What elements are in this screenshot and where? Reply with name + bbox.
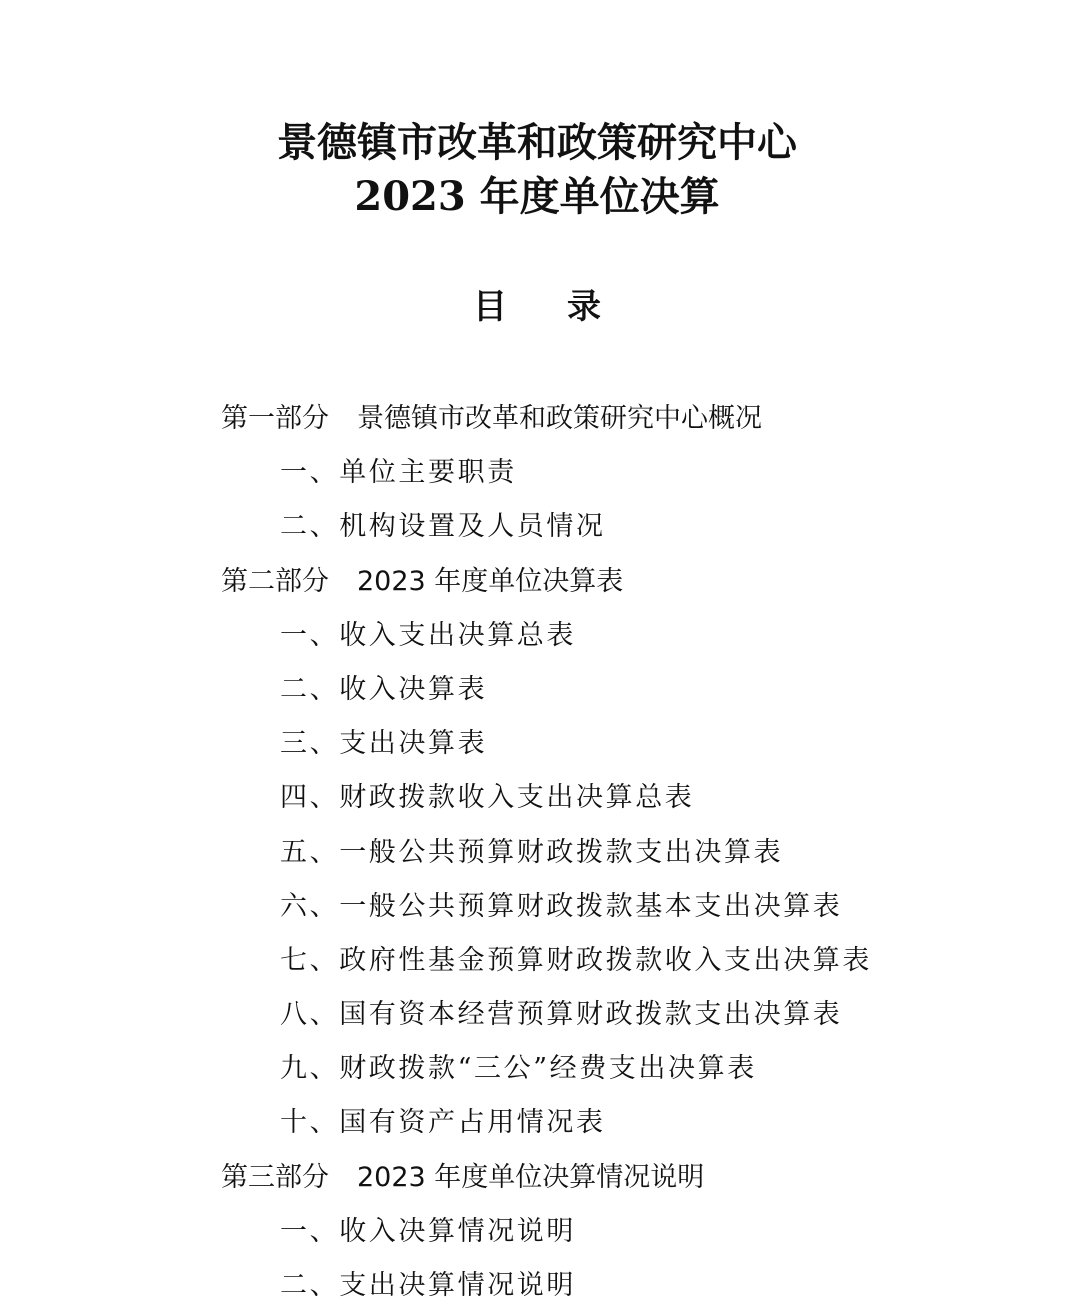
toc-part-title: 2023 年度单位决算表 (357, 565, 624, 597)
toc-item: 一、单位主要职责 (280, 457, 517, 489)
toc-item: 三、支出决算表 (280, 728, 488, 760)
toc-item: 一、收入决算情况说明 (280, 1215, 576, 1247)
document-title-line-2: 2023 年度单位决算 (354, 173, 720, 220)
toc-part-3 (0, 1151, 1074, 1205)
toc-item: 六、一般公共预算财政拨款基本支出决算表 (280, 890, 843, 922)
toc-item: 九、财政拨款“三公”经费支出决算表 (280, 1053, 757, 1085)
toc-part-title: 景德镇市改革和政策研究中心概况 (357, 403, 762, 434)
table-of-contents (0, 392, 1074, 1313)
toc-item: 七、政府性基金预算财政拨款收入支出决算表 (280, 944, 872, 976)
document-title-line-1: 景德镇市改革和政策研究中心 (277, 119, 797, 166)
toc-item: 一、收入支出决算总表 (280, 619, 576, 651)
toc-heading: 目录 (473, 287, 661, 327)
toc-part-label: 第三部分 (221, 1161, 329, 1193)
toc-part-title: 2023 年度单位决算情况说明 (357, 1161, 705, 1193)
toc-item: 四、财政拨款收入支出决算总表 (280, 782, 695, 814)
toc-item: 二、收入决算表 (280, 673, 488, 705)
toc-part-2 (0, 555, 1074, 609)
toc-item: 二、支出决算情况说明 (280, 1270, 576, 1301)
toc-item: 十、国有资产占用情况表 (280, 1107, 606, 1139)
toc-item: 二、机构设置及人员情况 (280, 511, 606, 543)
toc-part-1 (0, 392, 1074, 446)
toc-part-label: 第二部分 (221, 565, 329, 597)
toc-item: 八、国有资本经营预算财政拨款支出决算表 (280, 999, 843, 1031)
toc-item: 五、一般公共预算财政拨款支出决算表 (280, 836, 784, 868)
toc-part-label: 第一部分 (221, 403, 329, 434)
